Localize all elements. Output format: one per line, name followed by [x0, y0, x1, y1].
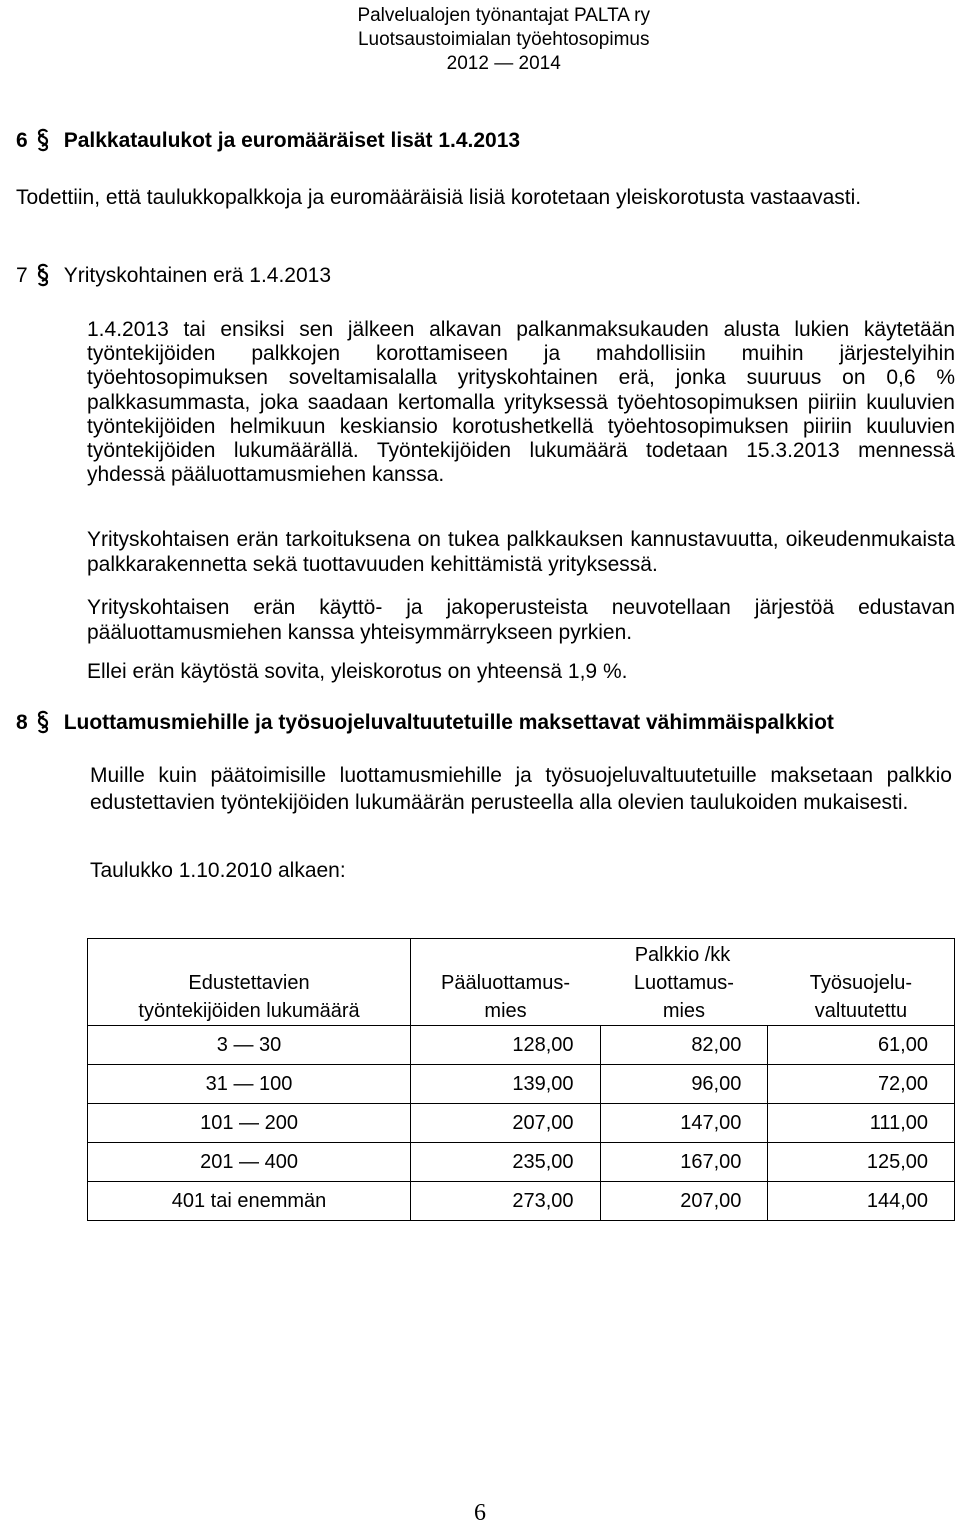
- section-8-number: 8: [16, 711, 28, 734]
- cell-chief-steward: 128,00: [411, 1026, 600, 1065]
- section-7-heading: [16, 263, 331, 289]
- page-number: 6: [474, 1500, 486, 1526]
- header-organization: Palvelualojen työnantajat PALTA ry: [357, 5, 650, 26]
- cell-chief-steward: 207,00: [411, 1104, 600, 1143]
- cell-safety-rep: 61,00: [768, 1026, 955, 1065]
- cell-range: 401 tai enemmän: [88, 1182, 411, 1221]
- section-sign-icon: [36, 263, 50, 287]
- section-7-number: 7: [16, 264, 28, 287]
- cell-chief-steward: 235,00: [411, 1143, 600, 1182]
- cell-steward: 82,00: [600, 1026, 768, 1065]
- section-8-heading: [16, 710, 834, 736]
- table-row: [88, 1065, 955, 1104]
- cell-steward: 207,00: [600, 1182, 768, 1221]
- table-row: [88, 1026, 955, 1065]
- table-caption: Taulukko 1.10.2010 alkaen:: [90, 859, 346, 882]
- cell-chief-steward: 273,00: [411, 1182, 600, 1221]
- table-header-row: [88, 939, 955, 970]
- cell-range: 101 — 200: [88, 1104, 411, 1143]
- cell-steward: 147,00: [600, 1104, 768, 1143]
- cell-safety-rep: 125,00: [768, 1143, 955, 1182]
- section-7-title: Yrityskohtainen erä 1.4.2013: [63, 264, 332, 287]
- col-representatives: Edustettavien työntekijöiden lukumäärä: [88, 969, 411, 1026]
- cell-range: 31 — 100: [88, 1065, 411, 1104]
- col-safety-rep: Työsuojelu- valtuutettu: [768, 969, 955, 1026]
- section-6-title: Palkkataulukot ja euromääräiset lisät 1.4.2013: [63, 129, 521, 152]
- section-6-heading: [16, 128, 520, 154]
- section-7-paragraph-3: Yrityskohtaisen erän käyttö- ja jakoperusteista neuvotellaan järjestöä edustavan pääluottamusmiehen kanssa yhteisymmärrykseen pyrkien.: [87, 596, 955, 644]
- cell-safety-rep: 72,00: [768, 1065, 955, 1104]
- section-7-paragraph-1: 1.4.2013 tai ensiksi sen jälkeen alkavan palkanmaksukauden alusta lukien käytetään työntekijöiden palkkojen korottamiseen ja mahdollisiin muihin järjestelyihin työehtosopimuksen soveltamisalalla yrityskohtainen erä, jonka suuruus on 0,6 % palkkasummasta, joka saadaan kertomalla yrityksessä työehtosopimuksen piiriin kuuluvien työntekijöiden helmikuun keskiansio korotushetkellä työehtosopimuksen piiriin kuuluvien työntekijöiden lukumäärällä. Työntekijöiden lukumäärä todetaan 15.3.2013 mennessä yhdessä pääluottamusmiehen kanssa.: [87, 318, 955, 487]
- table-row: [88, 1182, 955, 1221]
- header-agreement: Luotsaustoimialan työehtosopimus: [357, 29, 650, 50]
- section-sign-icon: [36, 710, 50, 734]
- table-row: [88, 1104, 955, 1143]
- section-6-text: Todettiin, että taulukkopalkkoja ja euromääräisiä lisiä korotetaan yleiskorotusta vastaavasti.: [16, 186, 862, 209]
- col-steward: Luottamus- mies: [600, 969, 768, 1026]
- header-fee-group-label: Palkkio /kk: [634, 944, 731, 966]
- section-6-number: 6: [16, 129, 28, 152]
- document-header: [357, 4, 650, 76]
- header-fee-group: [411, 939, 955, 970]
- cell-safety-rep: 144,00: [768, 1182, 955, 1221]
- table-subheader-row: [88, 969, 955, 1026]
- section-7-paragraph-2: Yrityskohtaisen erän tarkoituksena on tukea palkkauksen kannustavuutta, oikeudenmukaista palkkarakennetta sekä tuottavuuden kehittämistä yrityksessä.: [87, 528, 955, 576]
- cell-chief-steward: 139,00: [411, 1065, 600, 1104]
- header-period: 2012 — 2014: [446, 53, 561, 74]
- cell-range: 201 — 400: [88, 1143, 411, 1182]
- section-8-paragraph: Muille kuin päätoimisille luottamusmiehille ja työsuojeluvaltuutetuille maksetaan palkkio edustettavien työntekijöiden lukumäärän perusteella alla olevien taulukoiden mukaisesti.: [90, 764, 952, 814]
- cell-range: 3 — 30: [88, 1026, 411, 1065]
- header-representatives: [88, 939, 411, 970]
- section-8-title: Luottamusmiehille ja työsuojeluvaltuutetuille maksettavat vähimmäispalkkiot: [63, 711, 834, 734]
- section-7-paragraph-4: Ellei erän käytöstä sovita, yleiskorotus on yhteensä 1,9 %.: [87, 660, 628, 683]
- table-row: [88, 1143, 955, 1182]
- cell-safety-rep: 111,00: [768, 1104, 955, 1143]
- fee-table: [87, 938, 955, 1221]
- cell-steward: 96,00: [600, 1065, 768, 1104]
- section-sign-icon: [36, 128, 50, 152]
- col-chief-steward: Pääluottamus- mies: [411, 969, 600, 1026]
- cell-steward: 167,00: [600, 1143, 768, 1182]
